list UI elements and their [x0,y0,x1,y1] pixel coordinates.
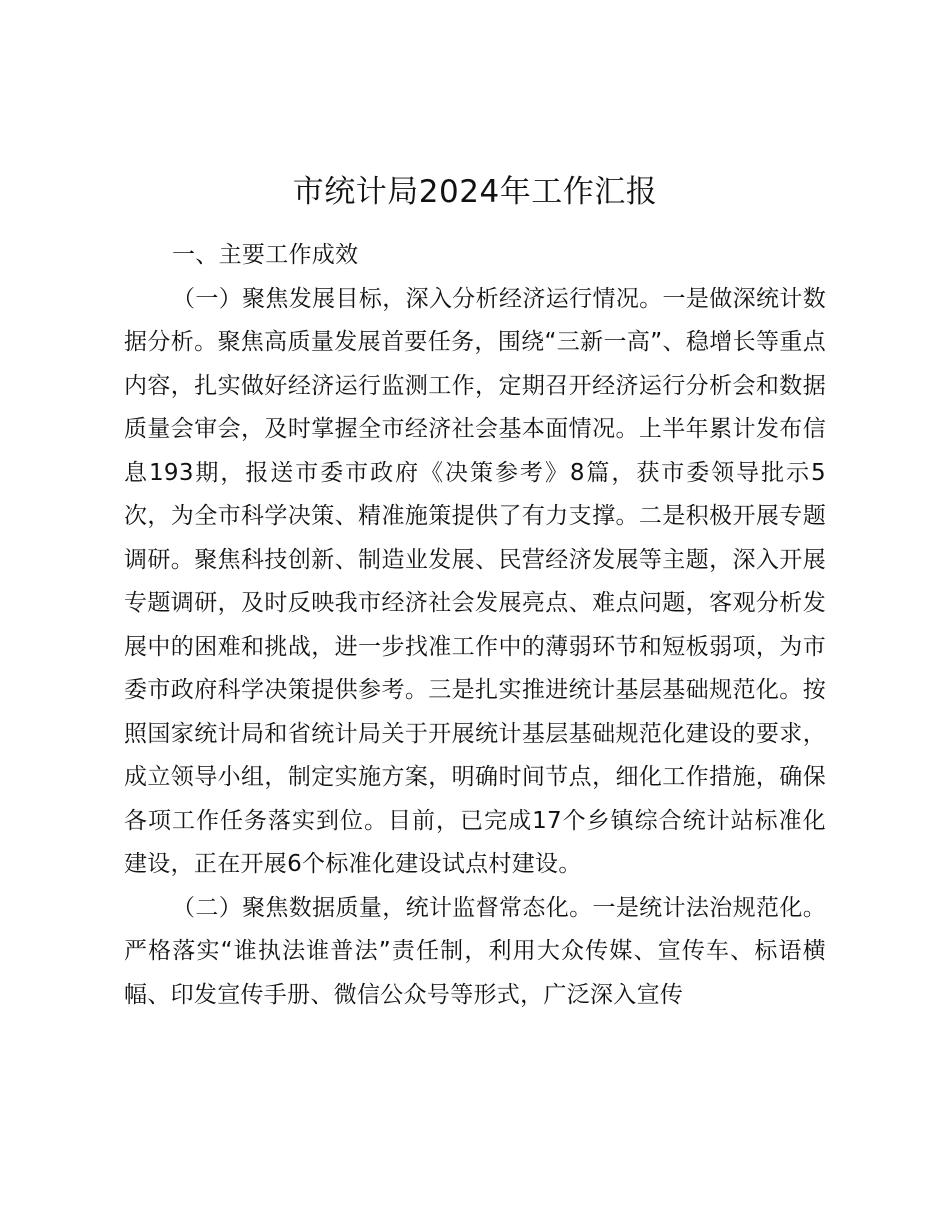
paragraph-2: （二）聚焦数据质量，统计监督常态化。一是统计法治规范化。严格落实“谁执法谁普法”责任制，利用大众传媒、宣传车、标语横幅、印发宣传手册、微信公众号等形式，广泛深入宣传 [124,894,826,1008]
section-heading: 一、主要工作成效 [172,242,359,268]
document-title: 市统计局2024年工作汇报 [292,174,658,210]
paragraph-1: （一）聚焦发展目标，深入分析经济运行情况。一是做深统计数据分析。聚焦高质量发展首要任务，围绕“三新一高”、稳增长等重点内容，扎实做好经济运行监测工作，定期召开经济运行分析会和数据质量会审会，及时掌握全市经济社会基本面情况。上半年累计发布信息193期，报送市委市政府《决策参考》8篇，获市委领导批示5次，为全市科学决策、精准施策提供了有力支撑。二是积极开展专题调研。聚焦科技创新、制造业发展、民营经济发展等主题，深入开展专题调研，及时反映我市经济社会发展亮点、难点问题，客观分析发展中的困难和挑战，进一步找准工作中的薄弱环节和短板弱项，为市委市政府科学决策提供参考。三是扎实推进统计基层基础规范化。按照国家统计局和省统计局关于开展统计基层基础规范化建设的要求，成立领导小组，制定实施方案，明确时间节点，细化工作措施，确保各项工作任务落实到位。目前，已完成17个乡镇综合统计站标准化建设，正在开展6个标准化建设试点村建设。 [124,285,826,877]
document-body [124,234,826,1017]
